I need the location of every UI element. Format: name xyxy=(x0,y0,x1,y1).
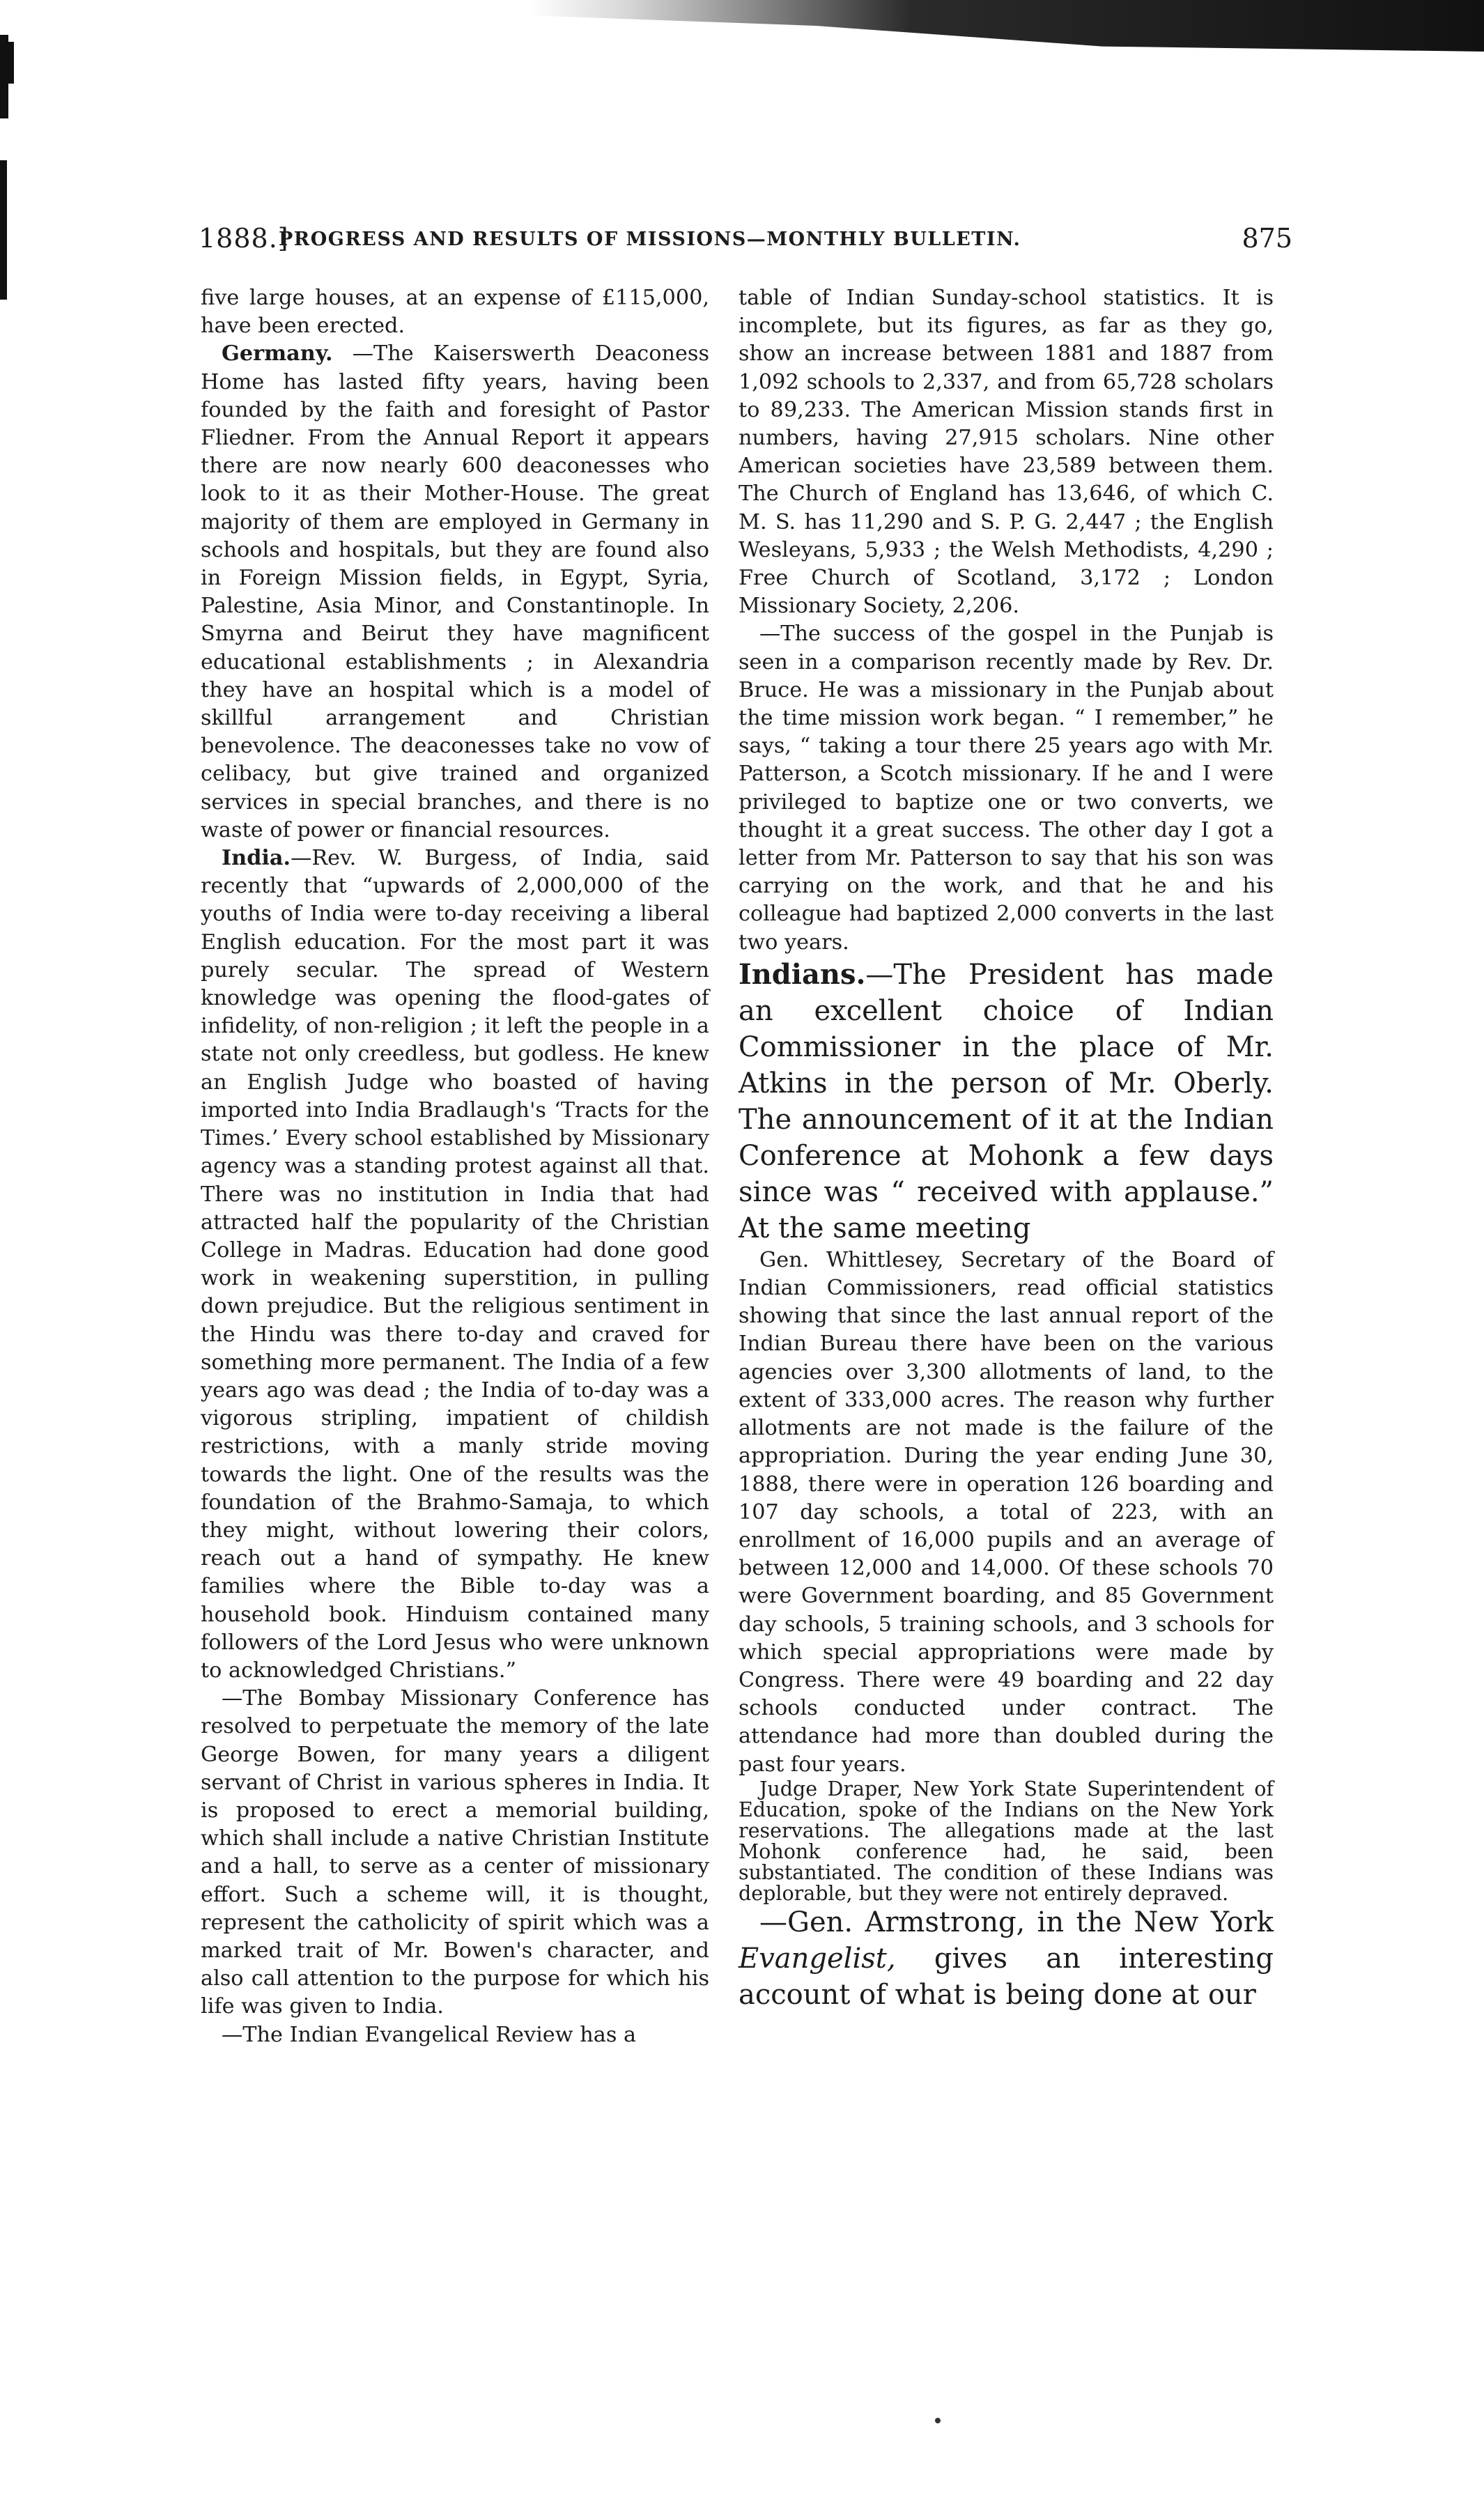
running-head xyxy=(199,223,1292,262)
runin-heading-india: India. xyxy=(222,846,291,871)
header-title: PROGRESS AND RESULTS OF MISSIONS—MONTHLY BULLETIN. xyxy=(279,229,1021,250)
paragraph-review: —The Indian Evangelical Review has a xyxy=(222,2022,637,2047)
paragraph-punjab: —The success of the gospel in the Punjab is seen in a comparison recently made by Rev. Dr. Bruce. He was a missionary in the Punjab about the time mission work began. “ I remember,” he says, “ taking a tour there 25 years ago with Mr. Patterson, a Scotch missionary. If he and I were privileged to baptize one or two converts, we thought it a great success. The other day I got a letter from Mr. Patterson to say that his son was carrying on the work, and that he and his colleague had baptized 2,000 converts in the last two years. xyxy=(739,622,1274,955)
paragraph-text: —Rev. W. Burgess, of India, said recently that “upwards of 2,000,000 of the youths of India were to-day receiving a liberal English education. For the most part it was purely secular. The spread of Western knowledge was opening the flood-gates of infidelity, of non-religion ; it left the people in a state not only creedless, but godless. He knew an English Judge who boasted of having imported into India Bradlaugh's ‘Tracts for the Times.’ Every school established by Missionary agency was a standing protest against all that. There was no institution in India that had attracted half the popularity of the Christian College in Madras. Education had done good work in weakening superstition, in pulling down prejudice. But the religious sentiment in the Hindu was there to-day and craved for something more permanent. The India of a few years ago was dead ; the India of to-day was a vigorous stripling, impatient of childish restrictions, with a manly stride moving towards the light. One of the results was the foundation of the Brahmo-Samaja, to which they might, without lowering their colors, reach out a hand of sympathy. He knew families where the Bible to-day was a household book. Hinduism contained many followers of the Lord Jesus who were unknown to acknowledged Christians.” xyxy=(201,846,709,1683)
paragraph-draper: Judge Draper, New York State Superintendent of Education, spoke of the Indians on the New York reservations. The allegations made at the last Mohonk conference had, he said, been substantiated. The condition of these Indians was deplorable, but they were not entirely depraved. xyxy=(739,1777,1274,1905)
scan-speck xyxy=(935,2418,941,2423)
paragraph-whittlesey: Gen. Whittlesey, Secretary of the Board of Indian Commissioners, read official statistics showing that since the last annual report of the Indian Bureau there have been on the various agencies over 3,300 allotments of land, to the extent of 333,000 acres. The reason why further allotments are not made is the failure of the appropriation. During the year ending June 30, 1888, there were in operation 126 boarding and 107 day schools, a total of 223, with an enrollment of 16,000 pupils and an average of between 12,000 and 14,000. Of these schools 70 were Government boarding, and 85 Government day schools, 5 training schools, and 3 schools for which special appropriations were made by Congress. There were 49 boarding and 22 day schools conducted under contract. The attendance had more than doubled during the past four years. xyxy=(739,1247,1274,1777)
scan-edge-mark xyxy=(0,35,8,118)
paragraph-indians xyxy=(739,957,1274,1247)
paragraph-text: gives an interesting account of what is being done at our xyxy=(739,1942,1274,2011)
publication-title: Evangelist, xyxy=(739,1942,896,1975)
scan-edge-mark xyxy=(8,42,14,84)
scan-edge-mark xyxy=(0,160,7,300)
scan-border-artifact xyxy=(530,0,1484,52)
left-column xyxy=(201,284,709,2049)
runin-heading-germany: Germany. xyxy=(222,341,333,366)
paragraph-india xyxy=(201,844,709,1685)
paragraph-germany xyxy=(201,340,709,844)
paragraph-armstrong xyxy=(739,1904,1274,2013)
header-year: 1888.] xyxy=(199,223,289,254)
right-column xyxy=(739,284,1274,2013)
runin-heading-indians: Indians. xyxy=(739,957,866,991)
paragraph-bombay: —The Bombay Missionary Conference has resolved to perpetuate the memory of the late George Bowen, for many years a diligent servant of Christ in various spheres in India. It is proposed to erect a memorial building, which shall include a native Christian Institute and a hall, to serve as a center of missionary effort. Such a scheme will, it is thought, represent the catholicity of spirit which was a marked trait of Mr. Bowen's character, and also call attention to the purpose for which his life was given to India. xyxy=(201,1686,709,2019)
page-number: 875 xyxy=(1242,223,1292,254)
paragraph-statistics: table of Indian Sunday-school statistics. It is incomplete, but its figures, as far as they go, show an increase between 1881 and 1887 from 1,092 schools to 2,337, and from 65,728 scholars to 89,233. The American Mission stands first in numbers, having 27,915 scholars. Nine other American societies have 23,589 between them. The Church of England has 13,646, of which C. M. S. has 11,290 and S. P. G. 2,447 ; the English Wesleyans, 5,933 ; the Welsh Methodists, 4,290 ; Free Church of Scotland, 3,172 ; London Missionary Society, 2,206. xyxy=(739,286,1274,619)
paragraph-text: —The President has made an excellent choice of Indian Commissioner in the place of Mr. Atkins in the person of Mr. Oberly. The announcement of it at the Indian Conference at Mohonk a few days since was “ received with applause.” At the same meeting xyxy=(739,958,1274,1244)
paragraph-text: —Gen. Armstrong, in the New York xyxy=(759,1906,1274,1938)
paragraph-text: —The Kaiserswerth Deaconess Home has lasted fifty years, having been founded by the faith and foresight of Pastor Fliedner. From the Annual Report it appears there are now nearly 600 deaconesses who look to it as their Mother-House. The great majority of them are employed in Germany in schools and hospitals, but they are found also in Foreign Mission fields, in Egypt, Syria, Palestine, Asia Minor, and Constantinople. In Smyrna and Beirut they have magnificent educational establishments ; in Alexandria they have an hospital which is a model of skillful arrangement and Christian benevolence. The deaconesses take no vow of celibacy, but give trained and organized services in special branches, and there is no waste of power or financial resources. xyxy=(201,341,709,842)
paragraph-continuation: five large houses, at an expense of £115,000, have been erected. xyxy=(201,286,709,339)
